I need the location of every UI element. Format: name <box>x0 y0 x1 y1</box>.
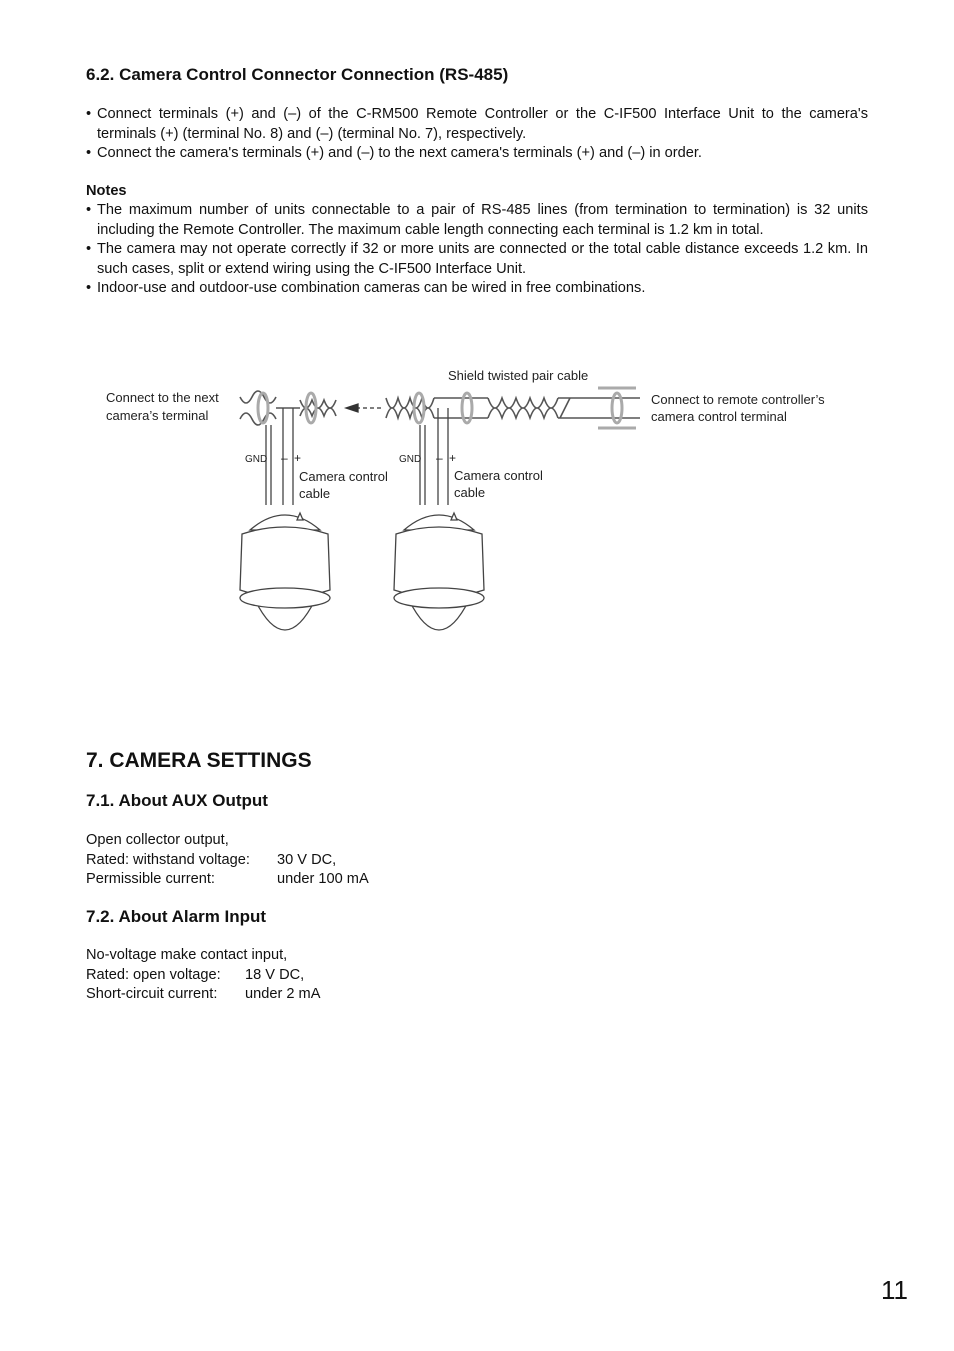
bullet-dot: • <box>86 202 92 218</box>
spec-row <box>86 870 369 890</box>
spec-row <box>86 851 369 871</box>
bullet-dot: • <box>86 241 92 257</box>
bullet-dot: • <box>86 106 92 122</box>
list-item-text: Connect the camera's terminals (+) and (–) to the next camera's terminals (+) and (–) in order. <box>97 145 702 161</box>
label-remote-controller: camera control terminal <box>651 409 787 424</box>
label-camera-cable: cable <box>299 486 331 501</box>
dome-camera-icon <box>240 513 330 630</box>
section-heading-7-2: 7.2. About Alarm Input <box>86 907 267 926</box>
list-item <box>86 240 868 279</box>
page-number: 11 <box>881 1275 908 1305</box>
alarm-input-specs <box>86 946 320 1005</box>
list-item <box>86 201 868 240</box>
shield-ring <box>306 393 316 423</box>
list-item <box>86 144 868 164</box>
notes-list <box>86 201 868 299</box>
label-gnd: GND <box>399 454 422 465</box>
spec-intro: Open collector output, <box>86 832 229 848</box>
list-item-text: Connect terminals (+) and (–) of the C-RM500 Remote Controller or the C-IF500 Interface Unit to the camera's terminals (+) (terminal No. 8) and (–) (terminal No. 7), respectively. <box>97 106 868 142</box>
spec-row <box>86 985 320 1005</box>
bullet-dot: • <box>86 280 92 296</box>
label-shield-cable: Shield twisted pair cable <box>448 368 589 383</box>
wiring-diagram <box>0 350 954 650</box>
list-item-text: Indoor-use and outdoor-use combination cameras can be wired in free combinations. <box>97 280 646 296</box>
label-camera-cable: Camera control <box>454 468 543 483</box>
cable-twist <box>386 398 434 418</box>
label-remote-controller: Connect to remote controller’s <box>651 392 825 407</box>
spec-label: Rated: open voltage: <box>86 966 221 983</box>
shield-ring <box>258 393 268 423</box>
label-camera-cable: cable <box>454 485 486 500</box>
label-camera-cable: Camera control <box>299 469 388 484</box>
label-plus: + <box>449 451 457 465</box>
notes-title: Notes <box>86 183 127 199</box>
spec-label: Permissible current: <box>86 871 215 887</box>
instruction-list <box>86 105 868 164</box>
cable-end-right <box>560 398 570 418</box>
chapter-heading: 7. CAMERA SETTINGS <box>86 749 312 772</box>
spec-label: Short-circuit current: <box>86 986 218 1002</box>
label-minus: – <box>436 451 443 465</box>
section-heading-6-2: 6.2. Camera Control Connector Connection (RS-485) <box>86 65 509 84</box>
list-item <box>86 279 868 299</box>
spec-value: under 100 mA <box>277 871 369 887</box>
list-item-text: The camera may not operate correctly if 32 or more units are connected or the total cable distance exceeds 1.2 km. In such cases, split or extend wiring using the C-IF500 Interface Unit. <box>97 241 868 277</box>
arrow-head-icon <box>346 404 358 412</box>
spec-value: 18 V DC, <box>245 966 305 983</box>
spec-row <box>86 966 320 986</box>
section-heading-7-1: 7.1. About AUX Output <box>86 791 268 810</box>
spec-label: Rated: withstand voltage: <box>86 851 250 868</box>
label-plus: + <box>294 451 302 465</box>
label-gnd: GND <box>245 454 268 465</box>
shield-ring <box>414 393 424 423</box>
aux-output-specs <box>86 831 369 890</box>
spec-value: under 2 mA <box>245 986 321 1002</box>
spec-value: 30 V DC, <box>277 851 337 868</box>
spec-intro: No-voltage make contact input, <box>86 947 288 963</box>
cable-twist <box>488 398 558 418</box>
label-next-camera: Connect to the next <box>106 390 219 405</box>
label-next-camera: camera’s terminal <box>106 408 209 423</box>
list-item-text: The maximum number of units connectable to a pair of RS-485 lines (from termination to termination) is 32 units including the Remote Controller. The maximum cable length connecting each terminal is 1.2 km in total. <box>97 202 868 238</box>
bullet-dot: • <box>86 145 92 161</box>
dome-camera-icon <box>394 513 484 630</box>
list-item <box>86 105 868 144</box>
label-minus: – <box>281 451 288 465</box>
